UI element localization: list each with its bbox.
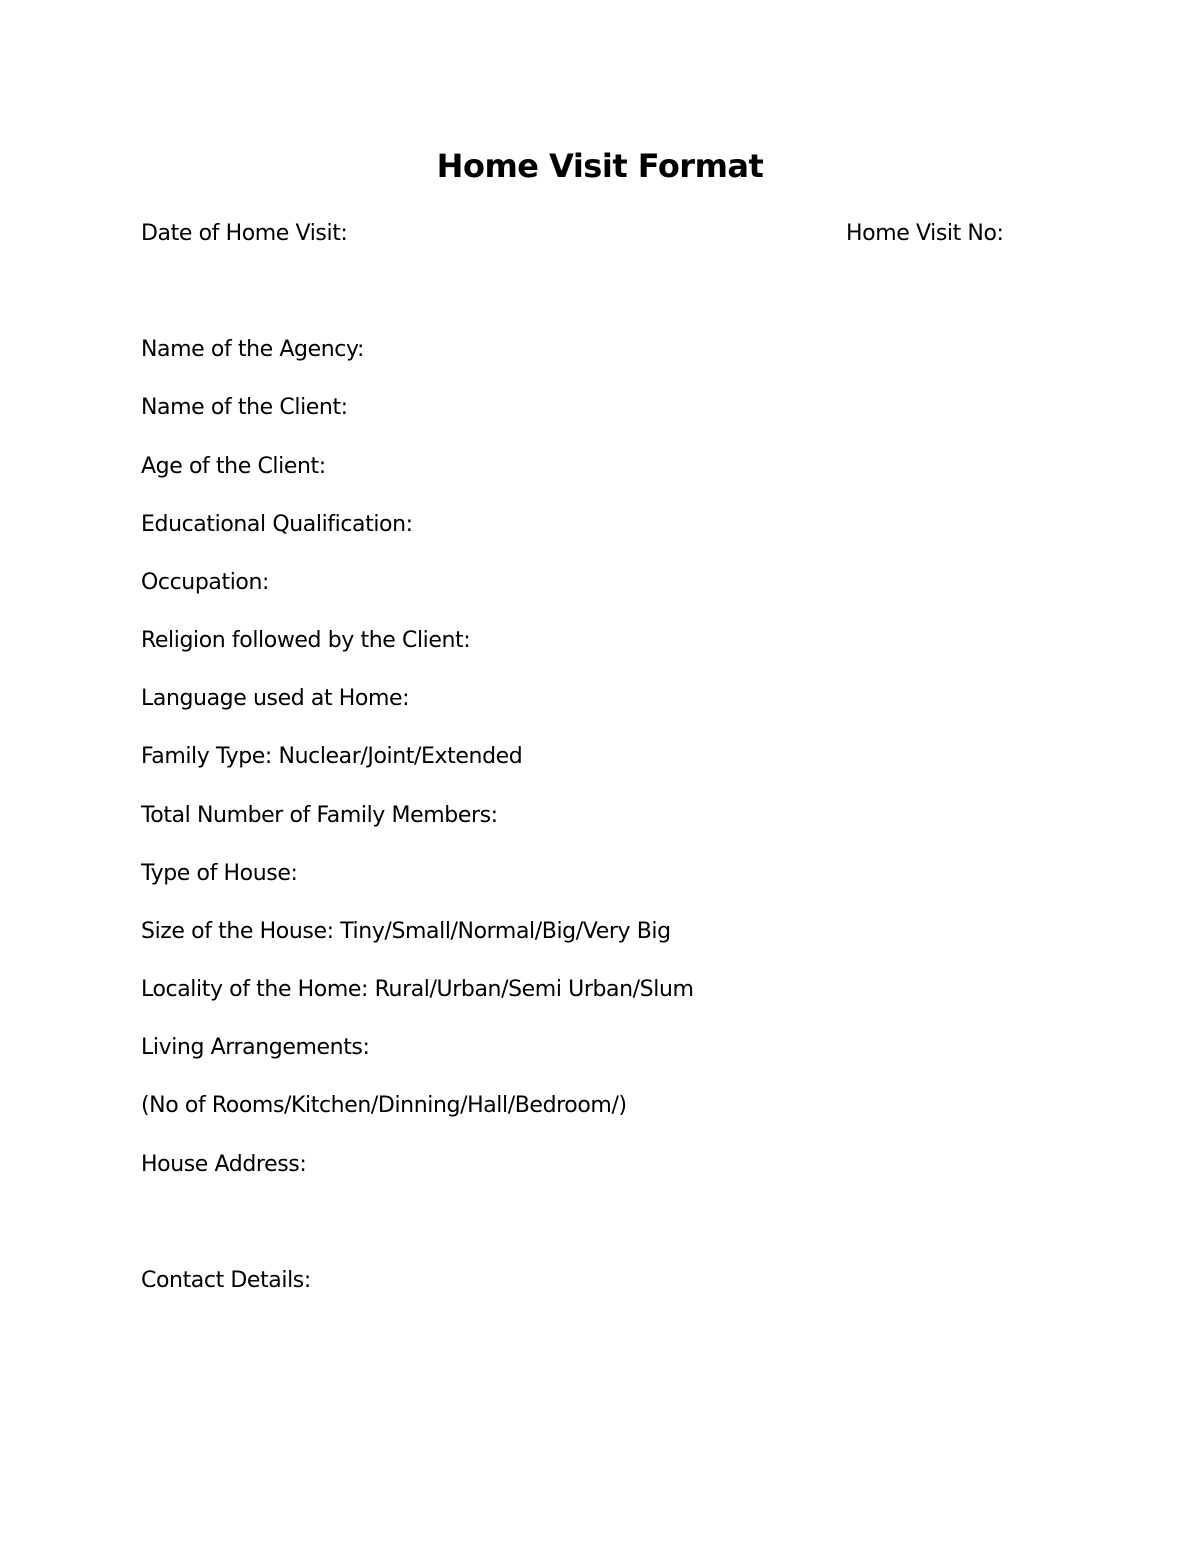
field-living-arrangements: Living Arrangements:: [141, 1035, 370, 1060]
field-locality: Locality of the Home: Rural/Urban/Semi Urban/Slum: [141, 977, 694, 1002]
field-agency-name: Name of the Agency:: [141, 337, 365, 362]
field-contact-details: Contact Details:: [141, 1268, 311, 1293]
field-house-size: Size of the House: Tiny/Small/Normal/Big/Very Big: [141, 919, 671, 944]
field-client-age: Age of the Client:: [141, 454, 326, 479]
date-of-home-visit-label: Date of Home Visit:: [141, 221, 348, 246]
home-visit-no-label: Home Visit No:: [846, 221, 1004, 246]
field-family-members: Total Number of Family Members:: [141, 803, 498, 828]
field-occupation: Occupation:: [141, 570, 270, 595]
field-house-address: House Address:: [141, 1152, 307, 1177]
field-client-name: Name of the Client:: [141, 395, 348, 420]
field-educational-qualification: Educational Qualification:: [141, 512, 413, 537]
document-title: Home Visit Format: [436, 147, 764, 185]
field-rooms-detail: (No of Rooms/Kitchen/Dinning/Hall/Bedroom/): [141, 1093, 627, 1118]
field-language: Language used at Home:: [141, 686, 410, 711]
field-house-type: Type of House:: [141, 861, 298, 886]
field-family-type: Family Type: Nuclear/Joint/Extended: [141, 744, 523, 769]
field-religion: Religion followed by the Client:: [141, 628, 471, 653]
